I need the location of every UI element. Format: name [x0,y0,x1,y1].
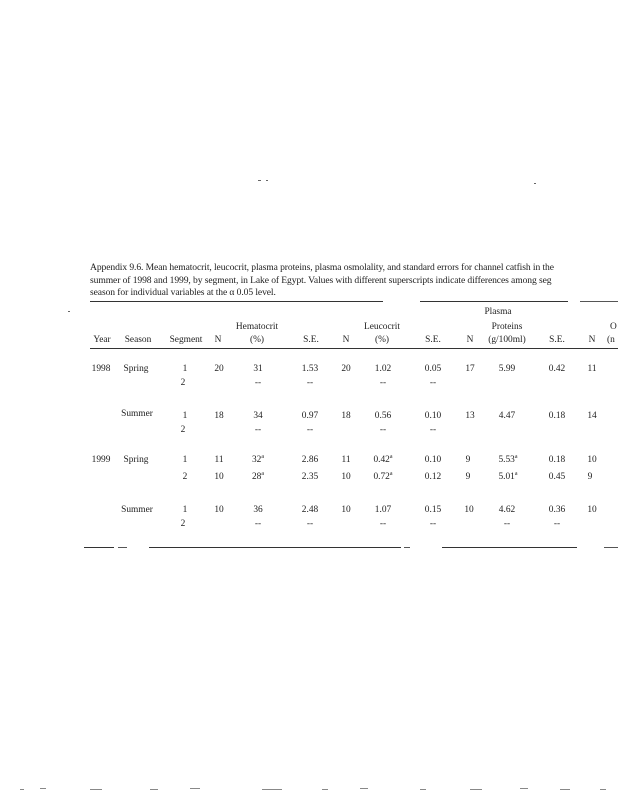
cell-n-leucocrit: 10 [341,505,351,515]
caption-line-2: summer of 1998 and 1999, by segment, in Lake of Egypt. Values with different superscripts indicate differences among seg [90,274,552,286]
header-n-plasma: N [466,335,474,345]
scan-speck [258,180,261,181]
cell-plasma-proteins: 5.01$^a$ [498,470,518,482]
header-se-hematocrit: S.E. [303,335,319,345]
header-se-leucocrit: S.E. [425,335,441,345]
cell-n-plasma: 17 [465,364,475,374]
cell-year: 1999 [91,455,111,465]
cell-season: Summer [121,505,153,515]
cell-plasma-proteins: 5.99 [498,364,516,374]
cell-hematocrit: 36 [253,505,263,515]
cell-n-osmolality: 10 [587,505,597,515]
header-n-leucocrit: N [342,335,350,345]
cell-n-hematocrit: 20 [214,364,224,374]
cell-leucocrit: 0.56 [374,411,392,421]
cell-hematocrit: 31 [253,364,263,374]
cell-se-hematocrit: 2.86 [301,455,319,465]
cell-se-plasma: -- [553,519,561,529]
cell-se-leucocrit: 0.15 [424,505,442,515]
cell-hematocrit: -- [254,378,262,388]
cell-n-plasma: 9 [465,472,471,482]
cell-hematocrit: -- [254,425,262,435]
cell-se-leucocrit: 0.12 [424,472,442,482]
cell-segment: 1 [182,455,188,465]
cell-se-leucocrit: 0.05 [424,364,442,374]
cell-se-hematocrit: -- [306,425,314,435]
header-hematocrit: Hematocrit [235,322,279,332]
cell-se-hematocrit: 2.35 [301,472,319,482]
cell-n-hematocrit: 11 [214,455,224,465]
cell-plasma-proteins: -- [503,519,511,529]
cell-n-osmolality: 9 [587,472,593,482]
cell-segment: 1 [182,505,188,515]
cell-segment: 2 [182,472,188,482]
header-year: Year [93,335,111,345]
cell-leucocrit: 1.07 [374,505,392,515]
header-hematocrit-unit: (%) [249,335,265,345]
cell-se-plasma: 0.36 [548,505,566,515]
cell-se-hematocrit: 0.97 [301,411,319,421]
cell-se-plasma: 0.42 [548,364,566,374]
cell-se-hematocrit: -- [306,519,314,529]
cell-segment: 2 [180,425,186,435]
cell-leucocrit: -- [379,378,387,388]
cell-n-plasma: 10 [464,505,474,515]
bottom-rule-d [404,547,410,548]
cell-n-hematocrit: 10 [214,472,224,482]
cell-hematocrit: 32$^a$ [251,453,265,465]
cell-plasma-proteins: 4.62 [498,505,516,515]
header-plasma-top: Plasma [484,307,512,317]
bottom-rule-f [604,547,618,548]
bottom-rule-b [118,547,127,548]
header-leucocrit: Leucocrit [364,322,400,332]
header-leucocrit-unit: (%) [374,335,390,345]
bottom-rule-e [442,547,577,548]
cell-se-leucocrit: 0.10 [424,455,442,465]
cell-season: Spring [123,364,149,374]
header-plasma-proteins: Proteins [491,322,523,332]
cell-season: Spring [123,455,149,465]
cell-plasma-proteins: 5.53$^a$ [498,453,518,465]
cell-se-plasma: 0.18 [548,411,566,421]
cell-leucocrit: 0.72$^a$ [373,470,393,482]
cell-segment: 1 [182,411,188,421]
cell-hematocrit: -- [254,519,262,529]
cell-segment: 2 [180,519,186,529]
cell-se-plasma: 0.45 [548,472,566,482]
header-rule-left [90,301,383,302]
cell-n-osmolality: 10 [587,455,597,465]
scan-speck [68,311,70,312]
cell-se-plasma: 0.18 [548,455,566,465]
header-se-plasma: S.E. [549,335,565,345]
header-rule-right [420,301,568,302]
cell-n-osmolality: 14 [587,411,597,421]
cell-se-leucocrit: -- [429,425,437,435]
cell-se-hematocrit: -- [306,378,314,388]
scan-speck [266,180,268,181]
cell-n-leucocrit: 10 [341,472,351,482]
cell-leucocrit: -- [379,519,387,529]
cell-se-leucocrit: -- [429,519,437,529]
cell-n-leucocrit: 20 [341,364,351,374]
cell-plasma-proteins: 4.47 [498,411,516,421]
header-n-hematocrit: N [214,335,222,345]
scan-speck [534,183,536,184]
cell-n-hematocrit: 18 [214,411,224,421]
cell-leucocrit: 0.42$^a$ [373,453,393,465]
cell-leucocrit: -- [379,425,387,435]
cell-segment: 1 [182,364,188,374]
cell-segment: 2 [180,378,186,388]
header-osmolality-unit: (n [607,335,615,345]
cell-n-plasma: 13 [465,411,475,421]
cell-hematocrit: 34 [253,411,263,421]
cell-leucocrit: 1.02 [374,364,392,374]
cell-se-leucocrit: 0.10 [424,411,442,421]
cell-hematocrit: 28$^a$ [251,470,265,482]
cell-n-osmolality: 11 [587,364,597,374]
header-season: Season [124,335,152,345]
caption-line-1: Appendix 9.6. Mean hematocrit, leucocrit, plasma proteins, plasma osmolality, and standard errors for channel catfish in the [90,262,554,273]
cell-n-leucocrit: 11 [341,455,351,465]
cell-year: 1998 [91,364,111,374]
header-plasma-unit: (g/100ml) [488,335,526,345]
cell-n-plasma: 9 [465,455,471,465]
caption-line-3: season for individual variables at the α 0.05 level. [90,287,276,298]
cell-n-hematocrit: 10 [214,505,224,515]
header-segment: Segment [169,335,203,345]
cell-se-leucocrit: -- [429,378,437,388]
cell-n-leucocrit: 18 [341,411,351,421]
cell-se-hematocrit: 1.53 [301,364,319,374]
header-rule-right-dash [580,301,618,302]
table-caption [90,262,618,300]
bottom-rule-c [149,547,401,548]
cell-se-hematocrit: 2.48 [301,505,319,515]
header-n-osmolality: N [588,335,596,345]
header-bottom-rule [90,348,618,349]
header-osmolality-top: O [610,322,617,332]
bottom-rule-a [84,547,114,548]
cell-season: Summer [121,409,153,419]
